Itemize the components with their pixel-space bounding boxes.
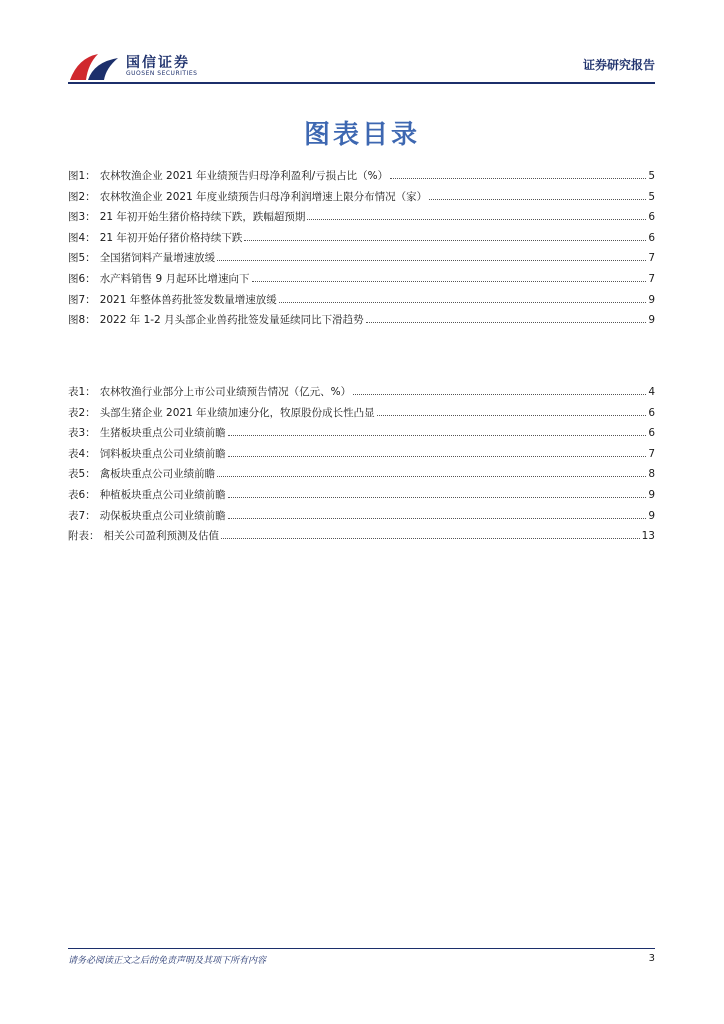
entry-label: 图4： <box>68 231 96 244</box>
toc-entry[interactable] <box>68 230 655 251</box>
entry-label: 图3： <box>68 211 96 224</box>
toc-entry[interactable] <box>68 384 655 405</box>
entry-label: 图5： <box>68 252 96 265</box>
toc-entry[interactable] <box>68 312 655 333</box>
entry-page: 7 <box>648 447 655 460</box>
leader-dots <box>228 435 647 436</box>
entry-label: 图6： <box>68 272 96 285</box>
leader-dots <box>217 260 646 261</box>
company-logo <box>68 50 218 84</box>
entry-title: 饲料板块重点公司业绩前瞻 <box>99 447 226 460</box>
entry-label: 图1： <box>68 170 96 182</box>
entry-title: 农林牧渔行业部分上市公司业绩预告情况（亿元、%） <box>99 386 352 398</box>
entry-title: 农林牧渔企业 2021 年业绩预告归母净利盈利/亏损占比（%） <box>99 170 389 182</box>
page-title: 图表目录 <box>303 120 420 150</box>
leader-dots <box>228 497 647 498</box>
toc-entry[interactable] <box>68 487 655 508</box>
leader-dots <box>252 281 647 282</box>
entry-page: 5 <box>648 170 655 182</box>
entry-page: 8 <box>648 468 655 481</box>
table-list <box>68 384 655 549</box>
entry-label: 表6： <box>68 488 96 501</box>
toc-entry[interactable] <box>68 466 655 487</box>
entry-title: 2021 年整体兽药批签发数量增速放缓 <box>99 293 277 306</box>
entry-label: 表7： <box>68 509 96 522</box>
figure-list <box>68 168 655 333</box>
entry-page: 13 <box>641 530 655 543</box>
entry-page: 7 <box>648 252 655 265</box>
entry-page: 4 <box>648 386 655 398</box>
entry-label: 图2： <box>68 190 96 203</box>
toc-entry[interactable] <box>68 271 655 292</box>
leader-dots <box>228 518 647 519</box>
entry-page: 7 <box>648 272 655 285</box>
toc-entry[interactable] <box>68 425 655 446</box>
footer-divider <box>68 948 655 949</box>
entry-label: 表3： <box>68 427 96 440</box>
entry-page: 9 <box>648 509 655 522</box>
toc-entry[interactable] <box>68 508 655 529</box>
entry-page: 6 <box>648 231 655 244</box>
entry-page: 5 <box>648 190 655 203</box>
leader-dots <box>279 302 647 303</box>
entry-label: 表1： <box>68 386 96 398</box>
entry-label: 附表： <box>68 530 100 543</box>
entry-title: 21 年初开始生猪价格持续下跌，跌幅超预期 <box>99 211 306 224</box>
entry-page: 9 <box>648 488 655 501</box>
page-header <box>68 48 655 84</box>
page-number: 3 <box>648 953 655 964</box>
entry-page: 9 <box>648 293 655 306</box>
entry-title: 禽板块重点公司业绩前瞻 <box>99 468 216 481</box>
toc-entry[interactable] <box>68 405 655 426</box>
report-type: 证券研究报告 <box>582 58 655 72</box>
entry-title: 头部生猪企业 2021 年业绩加速分化，牧原股份成长性凸显 <box>99 406 375 419</box>
toc-entry[interactable] <box>68 292 655 313</box>
entry-title: 全国猪饲料产量增速放缓 <box>99 252 216 265</box>
logo-english-name: GUOSEN SECURITIES <box>126 70 198 77</box>
footer-disclaimer: 请务必阅读正文之后的免责声明及其项下所有内容 <box>68 956 267 966</box>
leader-dots <box>228 456 647 457</box>
entry-page: 6 <box>648 406 655 419</box>
toc-entry[interactable] <box>68 168 655 189</box>
guosen-logo-icon <box>68 50 122 84</box>
entry-label: 表2： <box>68 406 96 419</box>
entry-title: 相关公司盈利预测及估值 <box>103 530 219 543</box>
toc-entry[interactable] <box>68 250 655 271</box>
entry-title: 种植板块重点公司业绩前瞻 <box>99 488 226 501</box>
toc-entry[interactable] <box>68 528 655 549</box>
leader-dots <box>429 199 646 200</box>
entry-page: 6 <box>648 427 655 440</box>
entry-label: 表4： <box>68 447 96 460</box>
leader-dots <box>353 394 646 395</box>
leader-dots <box>307 219 646 220</box>
entry-label: 表5： <box>68 468 96 481</box>
logo-chinese-name: 国信证券 <box>126 55 190 71</box>
leader-dots <box>244 240 646 241</box>
leader-dots <box>366 322 647 323</box>
leader-dots <box>377 415 647 416</box>
toc-entry[interactable] <box>68 446 655 467</box>
entry-title: 动保板块重点公司业绩前瞻 <box>99 509 226 522</box>
leader-dots <box>390 178 646 179</box>
entry-label: 图7： <box>68 293 96 306</box>
toc-entry[interactable] <box>68 209 655 230</box>
entry-title: 21 年初开始仔猪价格持续下跌 <box>99 231 243 244</box>
entry-title: 水产料销售 9 月起环比增速向下 <box>99 272 250 285</box>
toc-entry[interactable] <box>68 189 655 210</box>
entry-title: 2022 年 1-2 月头部企业兽药批签发量延续同比下滑趋势 <box>99 314 364 327</box>
entry-title: 生猪板块重点公司业绩前瞻 <box>99 427 226 440</box>
leader-dots <box>217 476 646 477</box>
entry-label: 图8： <box>68 314 96 327</box>
header-divider <box>68 82 655 84</box>
entry-page: 6 <box>648 211 655 224</box>
entry-title: 农林牧渔企业 2021 年度业绩预告归母净利润增速上限分布情况（家） <box>99 190 428 203</box>
leader-dots <box>221 538 640 539</box>
entry-page: 9 <box>648 314 655 327</box>
